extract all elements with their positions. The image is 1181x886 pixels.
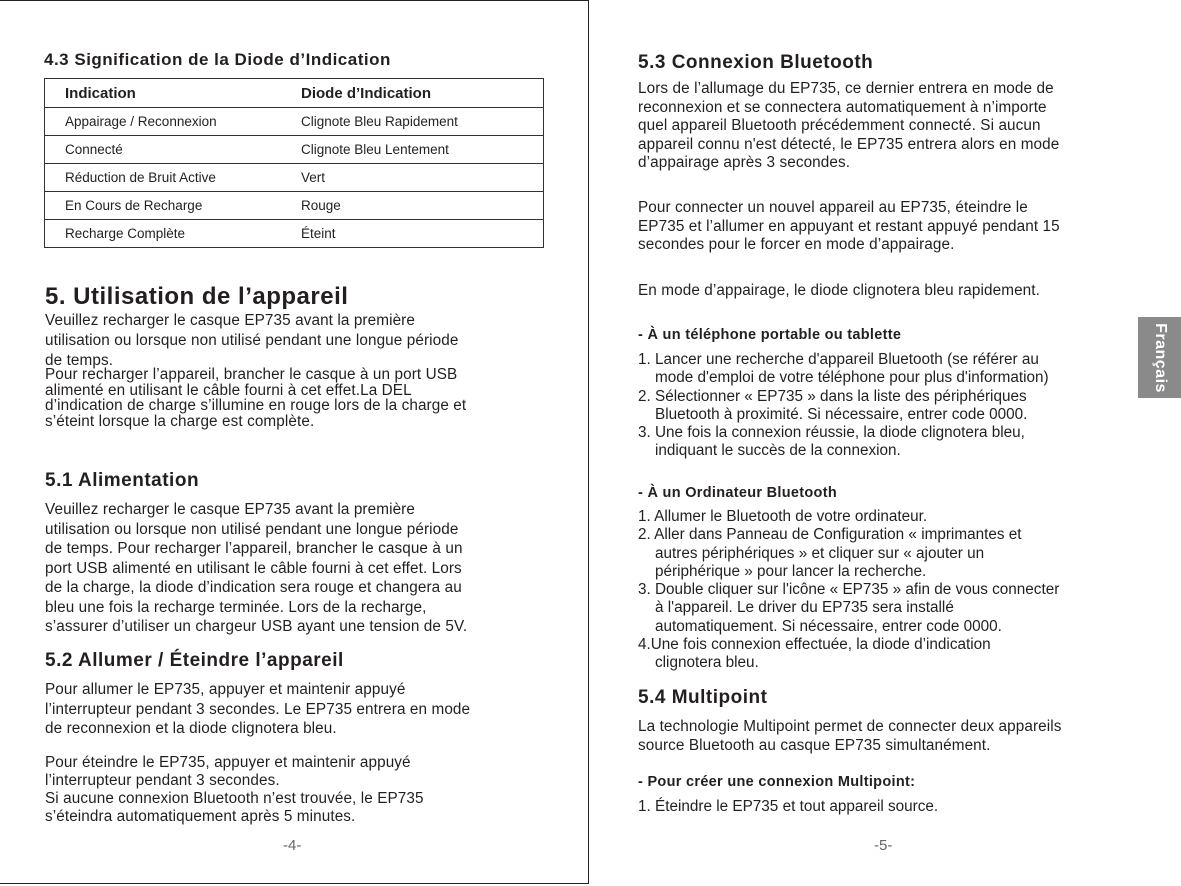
text-line: l’interrupteur pendant 3 secondes. Le EP735 entrera en mode bbox=[45, 700, 471, 718]
column-header: Indication bbox=[45, 79, 282, 108]
phone-subheading: - À un téléphone portable ou tablette bbox=[638, 327, 902, 343]
text-line: 1. Lancer une recherche d'appareil Bluetooth (se référer au bbox=[638, 351, 1039, 368]
section-4-3-heading: 4.3 Signification de la Diode d’Indication bbox=[44, 50, 391, 69]
table-cell: Clignote Bleu Rapidement bbox=[281, 108, 544, 136]
text-line: Pour recharger l’appareil, brancher le casque à un port USB bbox=[45, 366, 458, 383]
list-item bbox=[638, 388, 1049, 425]
list-item bbox=[638, 508, 1059, 526]
column-header: Diode d’Indication bbox=[281, 79, 544, 108]
text-line: 2. Aller dans Panneau de Configuration « imprimantes et bbox=[638, 526, 1022, 544]
table-row bbox=[45, 108, 544, 136]
text-line: port USB alimenté en utilisant le câble fourni à cet effet. Lors bbox=[45, 559, 462, 577]
text-line: 2. Sélectionner « EP735 » dans la liste des périphériques bbox=[638, 387, 1027, 405]
section-5-2-heading: 5.2 Allumer / Éteindre l’appareil bbox=[45, 650, 344, 671]
table-cell: Clignote Bleu Lentement bbox=[281, 136, 544, 164]
table-row bbox=[45, 164, 544, 192]
text-line: s’éteint lorsque la charge est complète. bbox=[45, 412, 315, 430]
text-line: de reconnexion et la diode clignotera bleu. bbox=[45, 720, 337, 737]
text-line: La technologie Multipoint permet de connecter deux appareils bbox=[638, 718, 1062, 735]
text-line: Pour éteindre le EP735, appuyer et maintenir appuyé bbox=[45, 754, 411, 771]
text-line: quel appareil Bluetooth précédemment connecté. Si aucun bbox=[638, 117, 1041, 134]
text-line: alimenté en utilisant le câble fourni à cet effet.La DEL bbox=[45, 381, 412, 399]
text-line: EP735 et l’allumer en appuyant et restant appuyé pendant 15 bbox=[638, 217, 1060, 235]
text-line: utilisation ou lorsque non utilisé pendant une longue période bbox=[45, 332, 459, 349]
section-5-2-paragraph-1 bbox=[45, 680, 470, 739]
section-5-3-heading: 5.3 Connexion Bluetooth bbox=[638, 52, 874, 73]
text-line: utilisation ou lorsque non utilisé pendant une longue période bbox=[45, 520, 459, 538]
text-line: autres périphériques » et cliquer sur « ajouter un bbox=[655, 544, 985, 562]
page-number-right: -5- bbox=[874, 837, 893, 854]
text-line: de temps. Pour recharger l’appareil, brancher le casque à un bbox=[45, 540, 463, 557]
table-row bbox=[45, 220, 544, 248]
text-line: source Bluetooth au casque EP735 simultanément. bbox=[638, 737, 991, 754]
text-line: 4.Une fois connexion effectuée, la diode d’indication bbox=[638, 636, 991, 654]
text-line: 3. Double cliquer sur l'icône « EP735 » afin de vous connecter bbox=[638, 581, 1060, 599]
table-cell: Connecté bbox=[45, 136, 282, 164]
language-tab bbox=[1138, 317, 1181, 398]
section-5-heading: 5. Utilisation de l’appareil bbox=[45, 283, 349, 310]
section-5-paragraph-1 bbox=[45, 311, 458, 371]
list-item bbox=[638, 581, 1059, 636]
text-line: reconnexion et se connectera automatiquement à n’importe bbox=[638, 98, 1047, 116]
page-number-left: -4- bbox=[283, 837, 302, 854]
list-item bbox=[638, 526, 1059, 581]
text-line: indiquant le succès de la connexion. bbox=[655, 442, 901, 460]
text-line: périphérique » pour lancer la recherche. bbox=[655, 562, 927, 580]
table-row bbox=[45, 136, 544, 164]
table-cell: Éteint bbox=[281, 220, 544, 248]
text-line: 3. Une fois la connexion réussie, la diode clignotera bleu, bbox=[638, 424, 1025, 442]
section-5-3-paragraph-3 bbox=[638, 282, 1040, 300]
computer-steps-list bbox=[638, 508, 1059, 673]
table-cell: Vert bbox=[281, 164, 544, 192]
table-header-row bbox=[45, 79, 544, 108]
text-line: Bluetooth à proximité. Si nécessaire, entrer code 0000. bbox=[655, 405, 1028, 423]
text-line: Veuillez recharger le casque EP735 avant la première bbox=[45, 312, 415, 329]
text-line: secondes pour le forcer en mode d’appairage. bbox=[638, 236, 955, 253]
section-5-2-paragraph-2 bbox=[45, 754, 424, 826]
table-cell: Réduction de Bruit Active bbox=[45, 164, 282, 192]
text-line: Si aucune connexion Bluetooth n’est trouvée, le EP735 bbox=[45, 790, 424, 807]
section-5-1-heading: 5.1 Alimentation bbox=[45, 470, 200, 491]
text-line: s’assurer d’utiliser un chargeur USB ayant une tension de 5V. bbox=[45, 618, 468, 635]
computer-subheading: - À un Ordinateur Bluetooth bbox=[638, 485, 837, 501]
table-cell: En Cours de Recharge bbox=[45, 192, 282, 220]
text-line: l’interrupteur pendant 3 secondes. bbox=[45, 772, 280, 789]
section-5-3-paragraph-1 bbox=[638, 80, 1059, 173]
list-item bbox=[638, 798, 938, 816]
section-5-1-paragraph bbox=[45, 500, 467, 637]
section-5-4-paragraph bbox=[638, 717, 1062, 755]
text-line: d’indication de charge s’illumine en rouge lors de la charge et bbox=[45, 397, 467, 414]
phone-steps-list bbox=[638, 351, 1049, 461]
multipoint-subheading: - Pour créer une connexion Multipoint: bbox=[638, 774, 916, 790]
section-5-3-paragraph-2 bbox=[638, 199, 1060, 255]
diode-indication-table bbox=[44, 78, 544, 248]
text-line: 1. Éteindre le EP735 et tout appareil source. bbox=[638, 798, 939, 815]
text-line: Veuillez recharger le casque EP735 avant la première bbox=[45, 501, 415, 518]
text-line: bleu une fois la recharge terminée. Lors de la recharge, bbox=[45, 598, 427, 616]
text-line: automatiquement. Si nécessaire, entrer code 0000. bbox=[655, 617, 1002, 635]
list-item bbox=[638, 424, 1049, 461]
multipoint-steps-list bbox=[638, 798, 938, 816]
text-line: Lors de l’allumage du EP735, ce dernier entrera en mode de bbox=[638, 80, 1054, 97]
text-line: s’éteindra automatiquement après 5 minutes. bbox=[45, 808, 356, 825]
text-line: mode d'emploi de votre téléphone pour plus d'information) bbox=[655, 369, 1049, 387]
text-line: clignotera bleu. bbox=[655, 654, 759, 672]
table-row bbox=[45, 192, 544, 220]
list-item bbox=[638, 351, 1049, 388]
text-line: de temps. bbox=[45, 352, 114, 369]
language-tab-label: Français bbox=[1151, 322, 1169, 393]
table-cell: Recharge Complète bbox=[45, 220, 282, 248]
text-line: appareil connu n'est détecté, le EP735 entrera alors en mode bbox=[638, 135, 1060, 153]
text-line: 1. Allumer le Bluetooth de votre ordinateur. bbox=[638, 508, 928, 525]
list-item bbox=[638, 636, 1059, 673]
section-5-4-heading: 5.4 Multipoint bbox=[638, 687, 768, 708]
section-5-paragraph-2 bbox=[45, 367, 466, 429]
table-cell: Appairage / Reconnexion bbox=[45, 108, 282, 136]
text-line: de la charge, la diode d’indication sera rouge et changera au bbox=[45, 579, 462, 596]
text-line: Pour allumer le EP735, appuyer et maintenir appuyé bbox=[45, 681, 406, 698]
text-line: à l'appareil. Le driver du EP735 sera installé bbox=[655, 599, 954, 617]
text-line: Pour connecter un nouvel appareil au EP735, éteindre le bbox=[638, 199, 1028, 216]
table-cell: Rouge bbox=[281, 192, 544, 220]
text-line: d’appairage après 3 secondes. bbox=[638, 154, 851, 171]
text-line: En mode d’appairage, le diode clignotera bleu rapidement. bbox=[638, 282, 1040, 299]
